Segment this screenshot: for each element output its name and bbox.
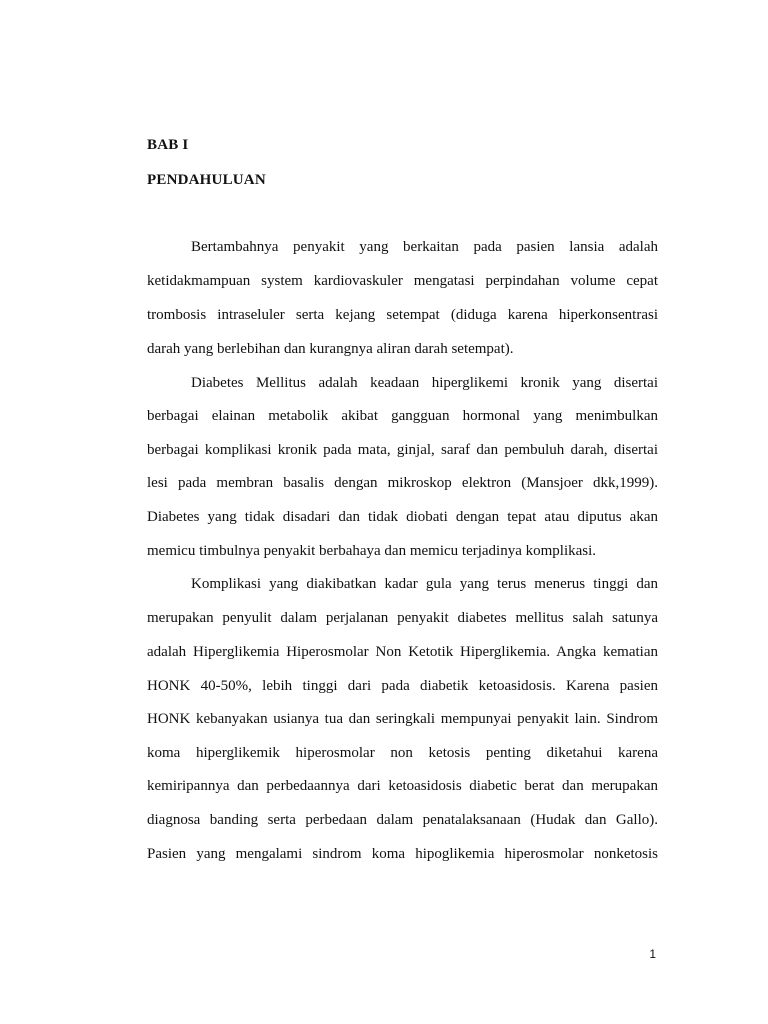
paragraph-1-line-4: darah yang berlebihan dan kurangnya aliran darah setempat). xyxy=(147,341,514,357)
paragraph-1-line-2: ketidakmampuan system kardiovaskuler mengatasi perpindahan volume cepat xyxy=(147,273,658,289)
paragraph-3-line-3: adalah Hiperglikemia Hiperosmolar Non Ketotik Hiperglikemia. Angka kematian xyxy=(147,644,658,660)
paragraph-3-line-2: merupakan penyulit dalam perjalanan penyakit diabetes mellitus salah satunya xyxy=(147,610,658,626)
paragraph-2-line-6: memicu timbulnya penyakit berbahaya dan memicu terjadinya komplikasi. xyxy=(147,543,597,559)
paragraph-2-line-1: Diabetes Mellitus adalah keadaan hiperglikemi kronik yang disertai xyxy=(191,375,658,391)
paragraph-3-line-8: diagnosa banding serta perbedaan dalam penatalaksanaan (Hudak dan Gallo). xyxy=(147,812,658,828)
paragraph-2-line-2: berbagai elainan metabolik akibat gangguan hormonal yang menimbulkan xyxy=(147,408,658,424)
paragraph-1-line-3: trombosis intraseluler serta kejang setempat (diduga karena hiperkonsentrasi xyxy=(147,307,658,323)
paragraph-3-line-4: HONK 40-50%, lebih tinggi dari pada diabetik ketoasidosis. Karena pasien xyxy=(147,678,658,694)
paragraph-3-line-7: kemiripannya dan perbedaannya dari ketoasidosis diabetic berat dan merupakan xyxy=(147,778,658,794)
paragraph-2-line-4: lesi pada membran basalis dengan mikroskop elektron (Mansjoer dkk,1999). xyxy=(147,475,658,491)
chapter-title: PENDAHULUAN xyxy=(147,172,266,188)
paragraph-3-line-9: Pasien yang mengalami sindrom koma hipoglikemia hiperosmolar nonketosis xyxy=(147,846,658,862)
paragraph-2-line-5: Diabetes yang tidak disadari dan tidak diobati dengan tepat atau diputus akan xyxy=(147,509,658,525)
paragraph-3-line-6: koma hiperglikemik hiperosmolar non ketosis penting diketahui karena xyxy=(147,745,658,761)
chapter-heading: BAB I xyxy=(147,137,189,153)
paragraph-2-line-3: berbagai komplikasi kronik pada mata, ginjal, saraf dan pembuluh darah, disertai xyxy=(147,442,658,458)
paragraph-3-line-1: Komplikasi yang diakibatkan kadar gula yang terus menerus tinggi dan xyxy=(191,576,658,592)
paragraph-1-line-1: Bertambahnya penyakit yang berkaitan pada pasien lansia adalah xyxy=(191,239,658,255)
page-number: 1 xyxy=(649,947,656,961)
paragraph-3-line-5: HONK kebanyakan usianya tua dan seringkali mempunyai penyakit lain. Sindrom xyxy=(147,711,658,727)
